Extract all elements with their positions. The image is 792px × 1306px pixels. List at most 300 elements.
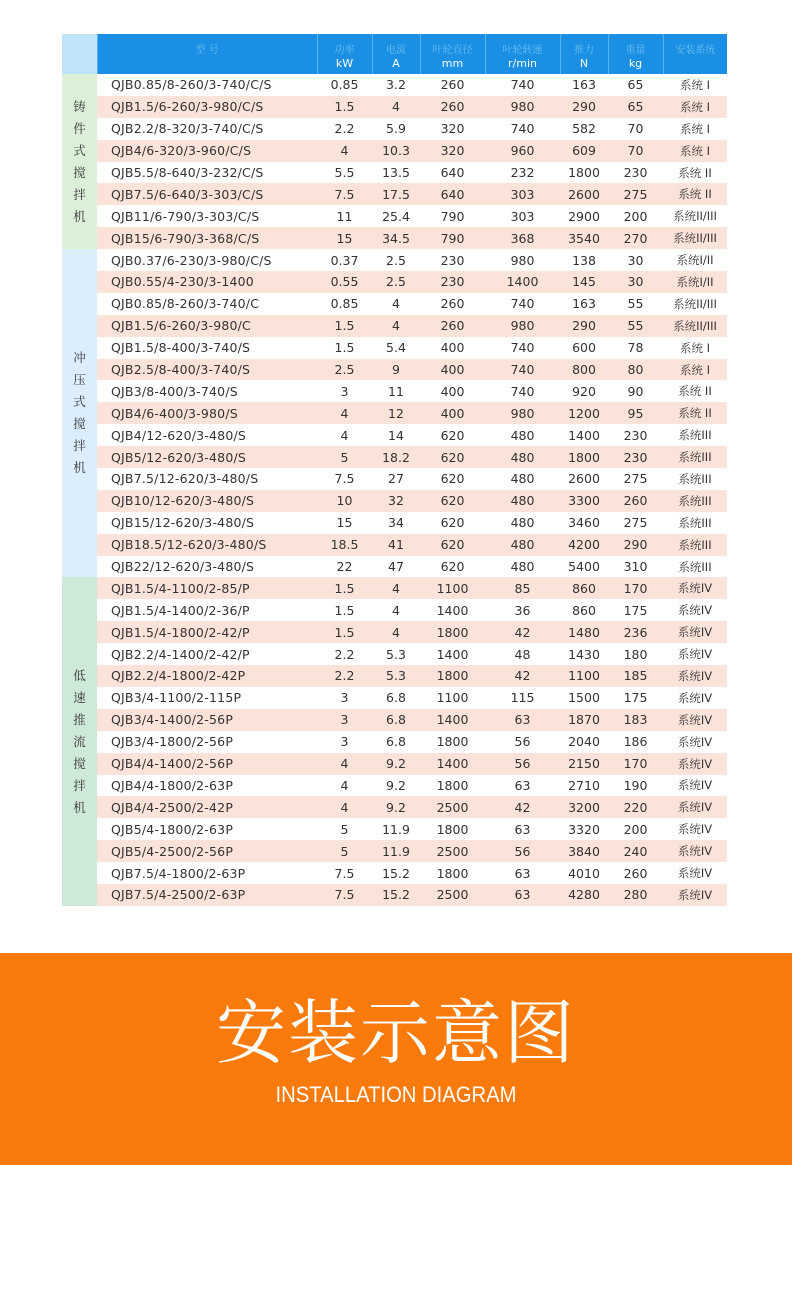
table-row (62, 840, 727, 862)
cell-power: 3 (317, 687, 372, 709)
cell-speed: 740 (485, 293, 560, 315)
header-unit: A (392, 57, 400, 70)
header-row (62, 34, 727, 74)
cell-model: QJB1.5/6-260/3-980/C/S (97, 96, 317, 118)
table-row (62, 249, 727, 271)
table-row (62, 643, 727, 665)
cell-diameter: 1800 (420, 775, 485, 797)
cell-power: 0.55 (317, 271, 372, 293)
cell-diameter: 260 (420, 74, 485, 96)
header-diameter (420, 34, 485, 74)
cell-diameter: 400 (420, 337, 485, 359)
cell-thrust: 600 (560, 337, 608, 359)
table-header (62, 34, 727, 74)
header-model (97, 34, 317, 74)
cell-thrust: 1100 (560, 665, 608, 687)
cell-model: QJB7.5/6-640/3-303/C/S (97, 183, 317, 205)
cell-model: QJB15/12-620/3-480/S (97, 512, 317, 534)
cell-system: 系统III (663, 446, 727, 468)
cell-thrust: 1500 (560, 687, 608, 709)
cell-diameter: 2500 (420, 840, 485, 862)
cell-weight: 183 (608, 709, 663, 731)
cell-speed: 63 (485, 709, 560, 731)
cell-diameter: 2500 (420, 884, 485, 906)
cell-power: 4 (317, 775, 372, 797)
cell-thrust: 3320 (560, 818, 608, 840)
cell-model: QJB0.55/4-230/3-1400 (97, 271, 317, 293)
table-row (62, 862, 727, 884)
cell-thrust: 3460 (560, 512, 608, 534)
cell-current: 27 (372, 468, 420, 490)
cell-thrust: 920 (560, 380, 608, 402)
cell-speed: 368 (485, 227, 560, 249)
cell-weight: 220 (608, 796, 663, 818)
table-row (62, 424, 727, 446)
cell-diameter: 400 (420, 359, 485, 381)
cell-current: 14 (372, 424, 420, 446)
cell-system: 系统IV (663, 687, 727, 709)
cell-diameter: 230 (420, 249, 485, 271)
header-name: 叶轮直径 (432, 45, 473, 56)
cell-weight: 65 (608, 74, 663, 96)
cell-speed: 56 (485, 840, 560, 862)
cell-power: 1.5 (317, 315, 372, 337)
cell-diameter: 1400 (420, 709, 485, 731)
cell-speed: 63 (485, 818, 560, 840)
cell-power: 2.2 (317, 665, 372, 687)
cell-system: 系统IV (663, 753, 727, 775)
cell-thrust: 1200 (560, 402, 608, 424)
table-row (62, 731, 727, 753)
cell-power: 18.5 (317, 534, 372, 556)
cell-current: 4 (372, 293, 420, 315)
cell-speed: 303 (485, 183, 560, 205)
cell-diameter: 640 (420, 183, 485, 205)
cell-model: QJB1.5/8-400/3-740/S (97, 337, 317, 359)
cell-diameter: 620 (420, 424, 485, 446)
cell-power: 11 (317, 205, 372, 227)
cell-speed: 980 (485, 96, 560, 118)
cell-thrust: 2600 (560, 468, 608, 490)
cell-thrust: 3840 (560, 840, 608, 862)
cell-speed: 42 (485, 665, 560, 687)
cell-thrust: 2600 (560, 183, 608, 205)
table-row (62, 118, 727, 140)
cell-power: 2.2 (317, 643, 372, 665)
cell-model: QJB5/12-620/3-480/S (97, 446, 317, 468)
cell-power: 3 (317, 709, 372, 731)
cell-diameter: 260 (420, 315, 485, 337)
cell-thrust: 1430 (560, 643, 608, 665)
cell-current: 41 (372, 534, 420, 556)
cell-weight: 90 (608, 380, 663, 402)
cell-system: 系统 I (663, 337, 727, 359)
table-row (62, 162, 727, 184)
cell-power: 15 (317, 512, 372, 534)
header-name: 安装系统 (675, 45, 716, 56)
table-row (62, 818, 727, 840)
table-row (62, 709, 727, 731)
header-name: 叶轮转速 (502, 45, 543, 56)
cell-speed: 980 (485, 249, 560, 271)
cell-system: 系统III (663, 556, 727, 578)
cell-model: QJB7.5/4-2500/2-63P (97, 884, 317, 906)
cell-speed: 740 (485, 337, 560, 359)
cell-diameter: 620 (420, 534, 485, 556)
cell-speed: 960 (485, 140, 560, 162)
cell-thrust: 4200 (560, 534, 608, 556)
cell-thrust: 582 (560, 118, 608, 140)
cell-model: QJB15/6-790/3-368/C/S (97, 227, 317, 249)
cell-power: 4 (317, 796, 372, 818)
cell-current: 11.9 (372, 840, 420, 862)
cell-current: 9.2 (372, 796, 420, 818)
header-name: 型 号 (195, 45, 219, 56)
cell-speed: 48 (485, 643, 560, 665)
cell-diameter: 260 (420, 293, 485, 315)
cell-system: 系统 II (663, 402, 727, 424)
cell-current: 15.2 (372, 862, 420, 884)
cell-model: QJB3/8-400/3-740/S (97, 380, 317, 402)
cell-thrust: 800 (560, 359, 608, 381)
cell-speed: 42 (485, 796, 560, 818)
group-label: 冲压式搅拌机 (62, 249, 97, 577)
cell-model: QJB7.5/12-620/3-480/S (97, 468, 317, 490)
cell-thrust: 3300 (560, 490, 608, 512)
cell-diameter: 1400 (420, 599, 485, 621)
cell-model: QJB4/6-400/3-980/S (97, 402, 317, 424)
cell-current: 32 (372, 490, 420, 512)
cell-model: QJB4/4-1400/2-56P (97, 753, 317, 775)
header-name: 重量 (625, 45, 646, 56)
cell-weight: 30 (608, 249, 663, 271)
cell-current: 13.5 (372, 162, 420, 184)
cell-power: 15 (317, 227, 372, 249)
cell-system: 系统IV (663, 643, 727, 665)
cell-weight: 78 (608, 337, 663, 359)
cell-diameter: 1800 (420, 818, 485, 840)
cell-speed: 480 (485, 512, 560, 534)
cell-current: 5.3 (372, 643, 420, 665)
cell-current: 5.9 (372, 118, 420, 140)
cell-model: QJB5.5/8-640/3-232/C/S (97, 162, 317, 184)
cell-thrust: 609 (560, 140, 608, 162)
table-row (62, 556, 727, 578)
cell-thrust: 4280 (560, 884, 608, 906)
cell-current: 6.8 (372, 709, 420, 731)
cell-weight: 190 (608, 775, 663, 797)
cell-system: 系统IV (663, 840, 727, 862)
cell-thrust: 1400 (560, 424, 608, 446)
cell-diameter: 320 (420, 140, 485, 162)
cell-current: 5.4 (372, 337, 420, 359)
cell-system: 系统IV (663, 709, 727, 731)
cell-thrust: 290 (560, 315, 608, 337)
cell-model: QJB1.5/4-1100/2-85/P (97, 577, 317, 599)
header-thrust (560, 34, 608, 74)
table-row (62, 293, 727, 315)
cell-speed: 63 (485, 862, 560, 884)
cell-speed: 480 (485, 424, 560, 446)
cell-weight: 200 (608, 818, 663, 840)
cell-system: 系统IV (663, 731, 727, 753)
header-unit: kg (628, 57, 643, 70)
banner-subtitle: INSTALLATION DIAGRAM (275, 1082, 517, 1107)
cell-weight: 185 (608, 665, 663, 687)
cell-diameter: 400 (420, 380, 485, 402)
cell-current: 9 (372, 359, 420, 381)
cell-current: 2.5 (372, 271, 420, 293)
cell-current: 34 (372, 512, 420, 534)
cell-speed: 1400 (485, 271, 560, 293)
cell-speed: 740 (485, 118, 560, 140)
table-row (62, 227, 727, 249)
cell-system: 系统III (663, 534, 727, 556)
cell-system: 系统IV (663, 665, 727, 687)
header-unit: mm (441, 57, 464, 70)
table-row (62, 205, 727, 227)
cell-diameter: 320 (420, 118, 485, 140)
cell-power: 4 (317, 753, 372, 775)
cell-diameter: 640 (420, 162, 485, 184)
cell-system: 系统IV (663, 796, 727, 818)
cell-model: QJB5/4-2500/2-56P (97, 840, 317, 862)
cell-power: 1.5 (317, 621, 372, 643)
cell-thrust: 4010 (560, 862, 608, 884)
group-label: 铸件式搅拌机 (62, 74, 97, 249)
cell-system: 系统IV (663, 599, 727, 621)
cell-power: 1.5 (317, 96, 372, 118)
cell-weight: 55 (608, 293, 663, 315)
cell-diameter: 620 (420, 556, 485, 578)
cell-power: 7.5 (317, 183, 372, 205)
cell-system: 系统III (663, 512, 727, 534)
cell-weight: 175 (608, 687, 663, 709)
cell-system: 系统III (663, 490, 727, 512)
cell-current: 10.3 (372, 140, 420, 162)
cell-speed: 63 (485, 884, 560, 906)
table-body (62, 74, 727, 906)
table-row (62, 884, 727, 906)
cell-speed: 480 (485, 556, 560, 578)
cell-system: 系统 I (663, 96, 727, 118)
group-label: 低速推流搅拌机 (62, 577, 97, 905)
cell-speed: 42 (485, 621, 560, 643)
cell-model: QJB4/6-320/3-960/C/S (97, 140, 317, 162)
cell-diameter: 1800 (420, 731, 485, 753)
header-weight (608, 34, 663, 74)
cell-current: 47 (372, 556, 420, 578)
cell-thrust: 163 (560, 293, 608, 315)
cell-power: 4 (317, 402, 372, 424)
cell-weight: 275 (608, 512, 663, 534)
cell-weight: 275 (608, 468, 663, 490)
cell-model: QJB0.85/8-260/3-740/C/S (97, 74, 317, 96)
header-unit (664, 57, 728, 74)
table-row (62, 468, 727, 490)
cell-weight: 180 (608, 643, 663, 665)
header-unit: r/min (508, 57, 537, 70)
cell-thrust: 3540 (560, 227, 608, 249)
cell-system: 系统III (663, 424, 727, 446)
cell-speed: 303 (485, 205, 560, 227)
table-row (62, 96, 727, 118)
cell-power: 7.5 (317, 884, 372, 906)
cell-thrust: 1800 (560, 446, 608, 468)
cell-weight: 230 (608, 162, 663, 184)
cell-diameter: 1800 (420, 621, 485, 643)
table-row (62, 577, 727, 599)
cell-diameter: 790 (420, 227, 485, 249)
cell-current: 5.3 (372, 665, 420, 687)
cell-diameter: 620 (420, 512, 485, 534)
cell-model: QJB1.5/6-260/3-980/C (97, 315, 317, 337)
cell-current: 3.2 (372, 74, 420, 96)
cell-current: 25.4 (372, 205, 420, 227)
cell-diameter: 230 (420, 271, 485, 293)
cell-power: 5.5 (317, 162, 372, 184)
cell-speed: 85 (485, 577, 560, 599)
cell-thrust: 2900 (560, 205, 608, 227)
cell-model: QJB2.2/4-1800/2-42P (97, 665, 317, 687)
table-row (62, 446, 727, 468)
cell-power: 7.5 (317, 468, 372, 490)
cell-current: 4 (372, 96, 420, 118)
cell-weight: 260 (608, 490, 663, 512)
cell-system: 系统II/III (663, 315, 727, 337)
header-power (317, 34, 372, 74)
table-row (62, 359, 727, 381)
cell-weight: 200 (608, 205, 663, 227)
cell-model: QJB4/12-620/3-480/S (97, 424, 317, 446)
cell-diameter: 1800 (420, 665, 485, 687)
cell-thrust: 1870 (560, 709, 608, 731)
cell-weight: 55 (608, 315, 663, 337)
cell-model: QJB3/4-1800/2-56P (97, 731, 317, 753)
cell-current: 34.5 (372, 227, 420, 249)
cell-weight: 95 (608, 402, 663, 424)
cell-diameter: 1400 (420, 643, 485, 665)
cell-weight: 65 (608, 96, 663, 118)
header-system (663, 34, 727, 74)
cell-model: QJB7.5/4-1800/2-63P (97, 862, 317, 884)
cell-speed: 36 (485, 599, 560, 621)
cell-model: QJB2.5/8-400/3-740/S (97, 359, 317, 381)
cell-model: QJB4/4-2500/2-42P (97, 796, 317, 818)
header-speed (485, 34, 560, 74)
table-row (62, 621, 727, 643)
cell-speed: 480 (485, 490, 560, 512)
cell-current: 11.9 (372, 818, 420, 840)
cell-power: 1.5 (317, 577, 372, 599)
cell-system: 系统IV (663, 775, 727, 797)
cell-system: 系统I/II (663, 271, 727, 293)
cell-model: QJB0.85/8-260/3-740/C (97, 293, 317, 315)
cell-speed: 980 (485, 402, 560, 424)
table-row (62, 775, 727, 797)
header-name: 功率 (334, 45, 355, 56)
cell-weight: 80 (608, 359, 663, 381)
cell-weight: 170 (608, 753, 663, 775)
header-unit: kW (335, 57, 354, 70)
table-row (62, 337, 727, 359)
cell-current: 9.2 (372, 775, 420, 797)
cell-current: 2.5 (372, 249, 420, 271)
cell-power: 1.5 (317, 337, 372, 359)
cell-diameter: 1800 (420, 862, 485, 884)
table-row (62, 380, 727, 402)
cell-speed: 232 (485, 162, 560, 184)
cell-current: 15.2 (372, 884, 420, 906)
cell-thrust: 138 (560, 249, 608, 271)
cell-weight: 230 (608, 446, 663, 468)
cell-system: 系统II/III (663, 227, 727, 249)
cell-system: 系统IV (663, 621, 727, 643)
cell-system: 系统III (663, 468, 727, 490)
cell-weight: 310 (608, 556, 663, 578)
cell-weight: 186 (608, 731, 663, 753)
table-row (62, 402, 727, 424)
cell-speed: 56 (485, 731, 560, 753)
cell-model: QJB4/4-1800/2-63P (97, 775, 317, 797)
cell-diameter: 260 (420, 96, 485, 118)
cell-system: 系统 I (663, 140, 727, 162)
cell-system: 系统II/III (663, 293, 727, 315)
cell-current: 4 (372, 621, 420, 643)
cell-model: QJB0.37/6-230/3-980/C/S (97, 249, 317, 271)
table-row (62, 315, 727, 337)
cell-speed: 740 (485, 74, 560, 96)
cell-system: 系统 II (663, 162, 727, 184)
banner-title: 安装示意图 (216, 992, 576, 1074)
cell-weight: 280 (608, 884, 663, 906)
cell-current: 9.2 (372, 753, 420, 775)
cell-system: 系统IV (663, 818, 727, 840)
table-row (62, 796, 727, 818)
cell-diameter: 400 (420, 402, 485, 424)
cell-thrust: 2040 (560, 731, 608, 753)
cell-power: 4 (317, 424, 372, 446)
cell-weight: 170 (608, 577, 663, 599)
cell-system: 系统 II (663, 380, 727, 402)
cell-current: 4 (372, 577, 420, 599)
header-current (372, 34, 420, 74)
cell-diameter: 1100 (420, 687, 485, 709)
cell-diameter: 620 (420, 468, 485, 490)
header-name: 电流 (386, 45, 406, 56)
cell-diameter: 1400 (420, 753, 485, 775)
cell-current: 6.8 (372, 731, 420, 753)
cell-thrust: 163 (560, 74, 608, 96)
cell-system: 系统I/II (663, 249, 727, 271)
cell-speed: 56 (485, 753, 560, 775)
cell-model: QJB18.5/12-620/3-480/S (97, 534, 317, 556)
table-row (62, 512, 727, 534)
table-row (62, 74, 727, 96)
cell-weight: 290 (608, 534, 663, 556)
cell-power: 0.37 (317, 249, 372, 271)
cell-model: QJB22/12-620/3-480/S (97, 556, 317, 578)
table-row (62, 183, 727, 205)
cell-model: QJB1.5/4-1400/2-36/P (97, 599, 317, 621)
cell-thrust: 3200 (560, 796, 608, 818)
cell-diameter: 620 (420, 490, 485, 512)
cell-power: 2.5 (317, 359, 372, 381)
header-unit: N (579, 57, 589, 70)
cell-power: 10 (317, 490, 372, 512)
cell-model: QJB10/12-620/3-480/S (97, 490, 317, 512)
cell-speed: 740 (485, 359, 560, 381)
